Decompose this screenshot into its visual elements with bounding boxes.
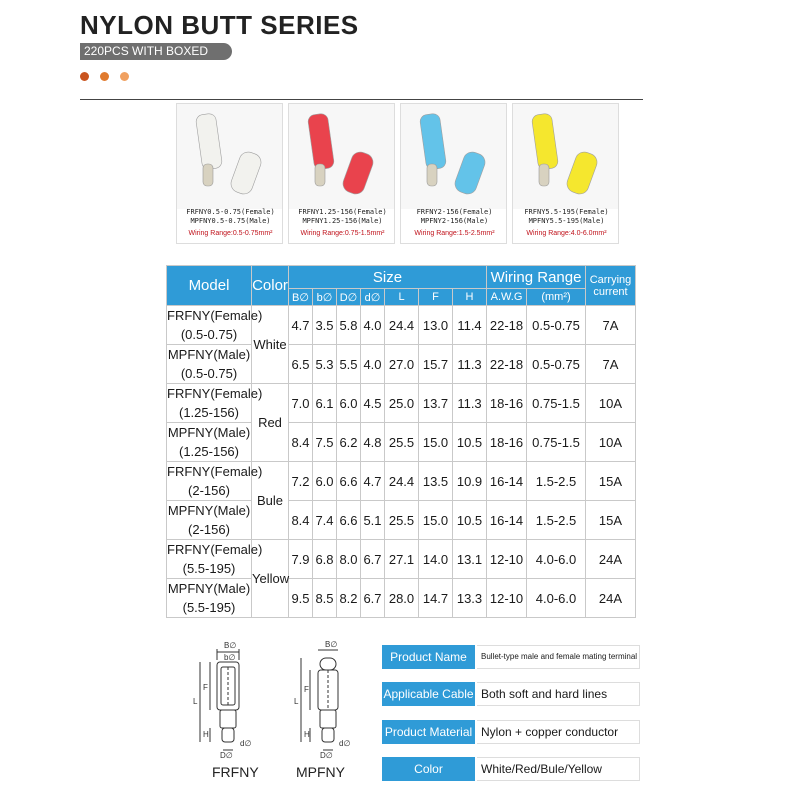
value-cell: 5.1 — [361, 501, 385, 540]
info-key: Product Name — [382, 645, 475, 669]
value-cell: 10A — [586, 384, 636, 423]
value-cell: 16-14 — [487, 501, 527, 540]
photo-background — [401, 104, 507, 209]
value-cell: 4.7 — [289, 306, 313, 345]
model-name: MPFNY(Male) — [167, 425, 251, 440]
terminal-image — [177, 104, 283, 209]
color-cell: Red — [252, 384, 289, 462]
model-name: FRFNY(Female) — [167, 386, 263, 401]
subheader-mm2: (mm²) — [527, 289, 586, 306]
model-size: (5.5-195) — [182, 600, 236, 615]
photo-label-female: FRFNY1.25-156(Female) — [298, 208, 387, 216]
dim-L: L — [193, 697, 198, 706]
value-cell: 0.5-0.75 — [527, 345, 586, 384]
header-model: Model — [167, 266, 252, 306]
value-cell: 0.5-0.75 — [527, 306, 586, 345]
label-frfny: FRFNY — [212, 764, 259, 780]
spec-table — [166, 265, 636, 618]
dim-H: H — [203, 730, 209, 739]
model-size: (1.25-156) — [179, 405, 239, 420]
value-cell: 24A — [586, 579, 636, 618]
subheader-B: B∅ — [289, 289, 313, 306]
dim-D: D∅ — [220, 751, 233, 760]
value-cell: 13.5 — [419, 462, 453, 501]
model-size: (5.5-195) — [182, 561, 236, 576]
metal-pin-shape — [203, 164, 213, 186]
value-cell: 8.4 — [289, 423, 313, 462]
terminal-image — [513, 104, 619, 209]
value-cell: 6.1 — [313, 384, 337, 423]
value-cell: 4.8 — [361, 423, 385, 462]
photo-yellow — [512, 103, 619, 244]
dim-D-male: D∅ — [320, 751, 333, 760]
value-cell: 6.0 — [313, 462, 337, 501]
value-cell: 6.6 — [337, 501, 361, 540]
value-cell: 8.0 — [337, 540, 361, 579]
table-row — [167, 540, 636, 579]
subheader-awg: A.W.G — [487, 289, 527, 306]
subheader-D: D∅ — [337, 289, 361, 306]
value-cell: 1.5-2.5 — [527, 501, 586, 540]
photo-wiring-range: Wiring Range:0.5-0.75mm² — [188, 230, 273, 237]
model-cell — [167, 306, 263, 345]
color-cell: White — [252, 306, 289, 384]
model-name: MPFNY(Male) — [167, 503, 251, 518]
model-size: (1.25-156) — [179, 444, 239, 459]
value-cell: 10.9 — [453, 462, 487, 501]
value-cell: 4.7 — [361, 462, 385, 501]
photo-label-female: FRFNY0.5-0.75(Female) — [186, 208, 275, 216]
dot-3 — [120, 72, 129, 81]
photo-wiring-range: Wiring Range:1.5-2.5mm² — [414, 230, 495, 237]
photo-label-male: MPFNY1.25-156(Male) — [302, 217, 383, 225]
model-size: (0.5-0.75) — [180, 366, 238, 381]
value-cell: 24.4 — [385, 306, 419, 345]
value-cell: 7.5 — [313, 423, 337, 462]
page-title: NYLON BUTT SERIES — [80, 10, 359, 40]
metal-pin-shape — [539, 164, 549, 186]
value-cell: 7A — [586, 306, 636, 345]
value-cell: 15.0 — [419, 501, 453, 540]
value-cell: 18-16 — [487, 384, 527, 423]
info-value: Both soft and hard lines — [477, 682, 640, 706]
value-cell: 6.7 — [361, 579, 385, 618]
label-mpfny: MPFNY — [296, 764, 345, 780]
value-cell: 4.5 — [361, 384, 385, 423]
dim-B-male: B∅ — [325, 640, 338, 649]
photo-red — [288, 103, 395, 244]
info-key: Applicable Cable — [382, 682, 475, 706]
value-cell: 10.5 — [453, 501, 487, 540]
info-applicable-cable — [382, 682, 640, 706]
value-cell: 6.5 — [289, 345, 313, 384]
photo-wiring-range: Wiring Range:0.75-1.5mm² — [300, 230, 385, 237]
photo-background — [177, 104, 283, 209]
model-cell — [167, 462, 263, 501]
photo-background — [513, 104, 619, 209]
value-cell: 15A — [586, 462, 636, 501]
subheader-L: L — [385, 289, 419, 306]
value-cell: 6.8 — [313, 540, 337, 579]
dim-d-male: d∅ — [339, 739, 351, 748]
value-cell: 6.7 — [361, 540, 385, 579]
info-color — [382, 757, 640, 781]
value-cell: 7.0 — [289, 384, 313, 423]
value-cell: 6.2 — [337, 423, 361, 462]
value-cell: 28.0 — [385, 579, 419, 618]
value-cell: 4.0 — [361, 306, 385, 345]
model-cell — [167, 501, 252, 540]
value-cell: 7.4 — [313, 501, 337, 540]
value-cell: 13.1 — [453, 540, 487, 579]
header-size: Size — [289, 266, 487, 289]
value-cell: 9.5 — [289, 579, 313, 618]
value-cell: 25.5 — [385, 423, 419, 462]
model-name: FRFNY(Female) — [167, 464, 263, 479]
value-cell: 13.0 — [419, 306, 453, 345]
value-cell: 13.3 — [453, 579, 487, 618]
info-value: White/Red/Bule/Yellow — [477, 757, 640, 781]
photo-label-male: MPFNY2-156(Male) — [420, 217, 489, 225]
header-wiring-range: Wiring Range — [487, 266, 586, 289]
table-row — [167, 384, 636, 423]
value-cell: 11.4 — [453, 306, 487, 345]
dot-1 — [80, 72, 89, 81]
spec-table-body — [167, 306, 636, 618]
model-name: MPFNY(Male) — [167, 581, 251, 596]
dim-F-male: F — [304, 685, 309, 694]
value-cell: 7.9 — [289, 540, 313, 579]
value-cell: 24.4 — [385, 462, 419, 501]
table-row — [167, 501, 636, 540]
value-cell: 0.75-1.5 — [527, 384, 586, 423]
model-size: (2-156) — [188, 522, 230, 537]
photo-label-male: MPFNY5.5-195(Male) — [528, 217, 605, 225]
table-row — [167, 423, 636, 462]
value-cell: 10A — [586, 423, 636, 462]
model-size: (0.5-0.75) — [180, 327, 238, 342]
photo-blue — [400, 103, 507, 244]
value-cell: 8.4 — [289, 501, 313, 540]
dim-d: d∅ — [240, 739, 252, 748]
table-row — [167, 579, 636, 618]
value-cell: 10.5 — [453, 423, 487, 462]
value-cell: 12-10 — [487, 540, 527, 579]
dim-B: B∅ — [224, 641, 237, 650]
info-key: Color — [382, 757, 475, 781]
model-size: (2-156) — [188, 483, 230, 498]
value-cell: 15.7 — [419, 345, 453, 384]
value-cell: 6.6 — [337, 462, 361, 501]
value-cell: 4.0-6.0 — [527, 579, 586, 618]
value-cell: 8.2 — [337, 579, 361, 618]
value-cell: 27.1 — [385, 540, 419, 579]
value-cell: 27.0 — [385, 345, 419, 384]
value-cell: 14.7 — [419, 579, 453, 618]
value-cell: 14.0 — [419, 540, 453, 579]
photo-background — [289, 104, 395, 209]
value-cell: 1.5-2.5 — [527, 462, 586, 501]
dot-2 — [100, 72, 109, 81]
value-cell: 5.8 — [337, 306, 361, 345]
terminal-image — [289, 104, 395, 209]
product-photos — [176, 103, 620, 244]
dim-b: b∅ — [224, 653, 236, 662]
photo-label-female: FRFNY2-156(Female) — [416, 208, 493, 216]
value-cell: 24A — [586, 540, 636, 579]
value-cell: 5.3 — [313, 345, 337, 384]
metal-pin-shape — [427, 164, 437, 186]
value-cell: 11.3 — [453, 345, 487, 384]
model-cell — [167, 579, 252, 618]
model-cell — [167, 345, 252, 384]
header-color: Color — [252, 266, 289, 306]
terminal-image — [401, 104, 507, 209]
subheader-b: b∅ — [313, 289, 337, 306]
info-product-name — [382, 645, 640, 669]
color-cell: Bule — [252, 462, 289, 540]
model-cell — [167, 384, 263, 423]
photo-label-female: FRFNY5.5-195(Female) — [524, 208, 609, 216]
value-cell: 11.3 — [453, 384, 487, 423]
subheader-F: F — [419, 289, 453, 306]
value-cell: 22-18 — [487, 345, 527, 384]
value-cell: 25.0 — [385, 384, 419, 423]
value-cell: 22-18 — [487, 306, 527, 345]
value-cell: 16-14 — [487, 462, 527, 501]
value-cell: 0.75-1.5 — [527, 423, 586, 462]
model-name: FRFNY(Female) — [167, 308, 263, 323]
value-cell: 8.5 — [313, 579, 337, 618]
value-cell: 6.0 — [337, 384, 361, 423]
info-key: Product Material — [382, 720, 475, 744]
terminal-drawing — [180, 640, 360, 760]
value-cell: 15A — [586, 501, 636, 540]
value-cell: 12-10 — [487, 579, 527, 618]
model-name: MPFNY(Male) — [167, 347, 251, 362]
model-cell — [167, 423, 252, 462]
value-cell: 3.5 — [313, 306, 337, 345]
model-name: FRFNY(Female) — [167, 542, 263, 557]
photo-white — [176, 103, 283, 244]
color-cell: Yellow — [252, 540, 289, 618]
info-value: Bullet-type male and female mating terminal — [477, 645, 640, 669]
subtitle-badge: 220PCS WITH BOXED — [80, 43, 232, 60]
photo-wiring-range: Wiring Range:4.0-6.0mm² — [526, 230, 607, 237]
value-cell: 13.7 — [419, 384, 453, 423]
value-cell: 15.0 — [419, 423, 453, 462]
value-cell: 7A — [586, 345, 636, 384]
value-cell: 4.0-6.0 — [527, 540, 586, 579]
value-cell: 5.5 — [337, 345, 361, 384]
dim-H-male: H — [304, 730, 310, 739]
dim-L-male: L — [294, 697, 299, 706]
value-cell: 25.5 — [385, 501, 419, 540]
value-cell: 7.2 — [289, 462, 313, 501]
table-row — [167, 306, 636, 345]
dimension-diagram — [180, 640, 360, 790]
value-cell: 4.0 — [361, 345, 385, 384]
model-cell — [167, 540, 263, 579]
header-divider — [80, 99, 643, 100]
subheader-d: d∅ — [361, 289, 385, 306]
value-cell: 18-16 — [487, 423, 527, 462]
subheader-H: H — [453, 289, 487, 306]
dim-F: F — [203, 683, 208, 692]
info-product-material — [382, 720, 640, 744]
table-row — [167, 462, 636, 501]
metal-pin-shape — [315, 164, 325, 186]
photo-label-male: MPFNY0.5-0.75(Male) — [190, 217, 271, 225]
info-value: Nylon + copper conductor — [477, 720, 640, 744]
header-carrying-current: Carrying current — [586, 266, 636, 306]
table-row — [167, 345, 636, 384]
